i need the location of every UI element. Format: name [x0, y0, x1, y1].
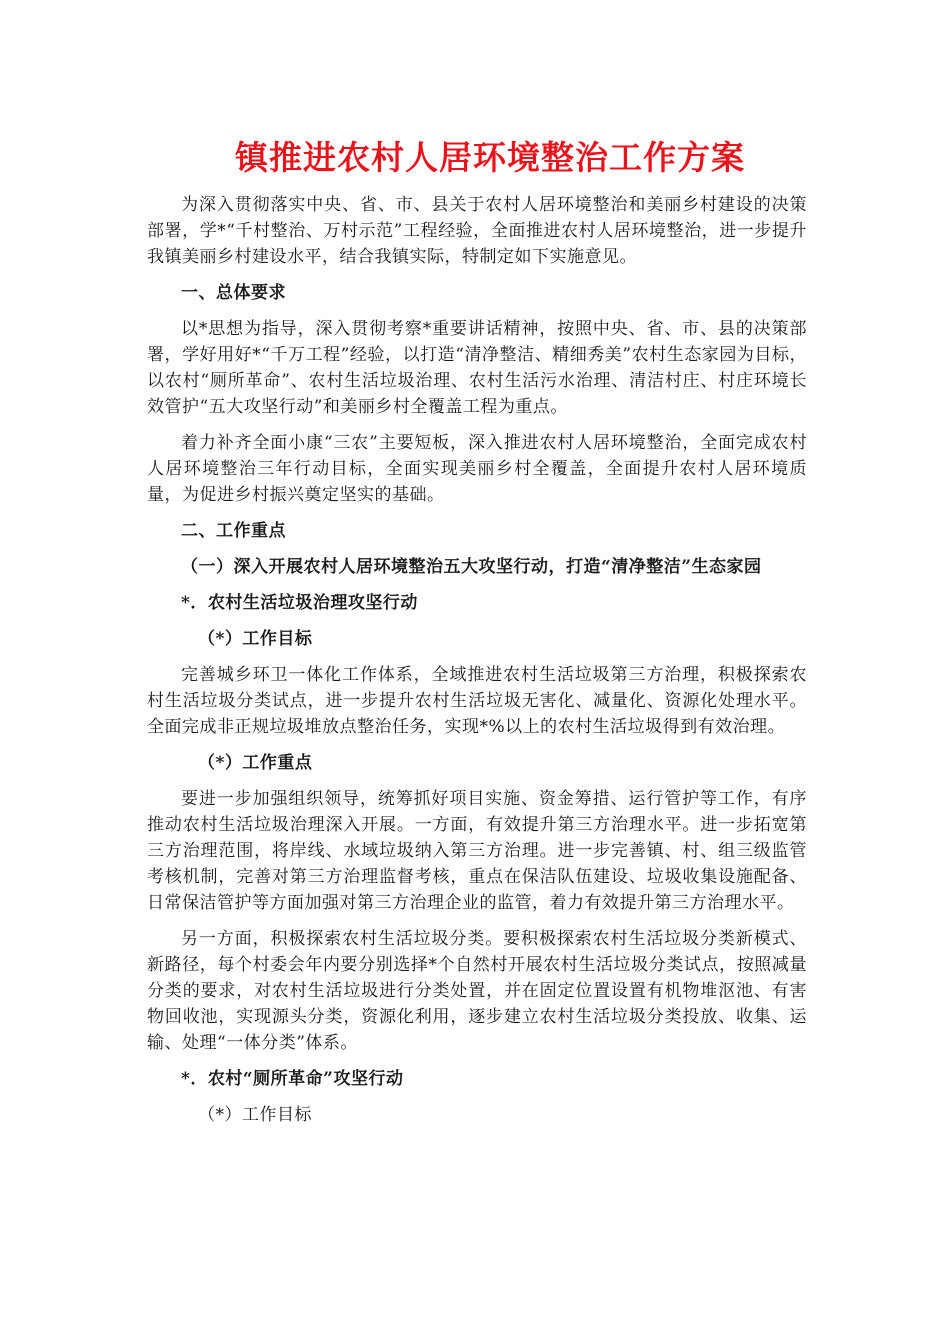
item-heading-toilet-revolution: *．农村“厕所革命”攻坚行动 [181, 1069, 404, 1089]
intro-paragraph: 为深入贯彻落实中央、省、市、县关于农村人居环境整治和美丽乡村建设的决策部署，学*“千村整治、万村示范”工程经验，全面推进农村人居环境整治，进一步提升我镇美丽乡村建设水平，结合我镇实际，特制定如下实施意见。 [147, 195, 807, 267]
section-heading-work-focus: 二、工作重点 [181, 521, 286, 541]
section-heading-overall-requirements: 一、总体要求 [181, 283, 286, 303]
item-heading-garbage-treatment: *．农村生活垃圾治理攻坚行动 [181, 593, 418, 613]
item-subheading-work-goal-2: （*）工作目标 [198, 1105, 312, 1125]
item-subheading-work-goal: （*）工作目标 [198, 629, 313, 649]
item-subheading-work-focus: （*）工作重点 [198, 753, 313, 773]
overall-requirements-paragraph-1: 以*思想为指导，深入贯彻考察*重要讲话精神，按照中央、省、市、县的决策部署，学好用好*“千万工程”经验，以打造“清净整洁、精细秀美”农村生态家园为目标，以农村“厕所革命”、农村生活垃圾治理、农村生活污水治理、清洁村庄、村庄环境长效管护“五大攻坚行动”和美丽乡村全覆盖工程为重点。 [147, 319, 807, 417]
work-goal-paragraph: 完善城乡环卫一体化工作体系，全域推进农村生活垃圾第三方治理，积极探索农村生活垃圾分类试点，进一步提升农村生活垃圾无害化、减量化、资源化处理水平。全面完成非正规垃圾堆放点整治任务，实现*%以上的农村生活垃圾得到有效治理。 [147, 665, 807, 737]
work-focus-paragraph-1: 要进一步加强组织领导，统筹抓好项目实施、资金筹措、运行管护等工作，有序推动农村生活垃圾治理深入开展。一方面，有效提升第三方治理水平。进一步拓宽第三方治理范围，将岸线、水域垃圾纳入第三方治理。进一步完善镇、村、组三级监管考核机制，完善对第三方治理监督考核，重点在保洁队伍建设、垃圾收集设施配备、日常保洁管护等方面加强对第三方治理企业的监管，着力有效提升第三方治理水平。 [147, 789, 807, 913]
subsection-heading-five-actions: （一）深入开展农村人居环境整治五大攻坚行动，打造“清净整洁”生态家园 [181, 557, 762, 577]
document-page [147, 138, 807, 1138]
overall-requirements-paragraph-2: 着力补齐全面小康“三农”主要短板，深入推进农村人居环境整治，全面完成农村人居环境整治三年行动目标，全面实现美丽乡村全覆盖，全面提升农村人居环境质量，为促进乡村振兴奠定坚实的基础。 [147, 433, 807, 505]
work-focus-paragraph-2: 另一方面，积极探索农村生活垃圾分类。要积极探索农村生活垃圾分类新模式、新路径，每个村委会年内要分别选择*个自然村开展农村生活垃圾分类试点，按照减量分类的要求，对农村生活垃圾进行分类处置，并在固定位置设置有机物堆沤池、有害物回收池，实现源头分类，资源化利用，逐步建立农村生活垃圾分类投放、收集、运输、处理“一体分类”体系。 [147, 929, 807, 1053]
document-title: 镇推进农村人居环境整治工作方案 [235, 138, 745, 177]
